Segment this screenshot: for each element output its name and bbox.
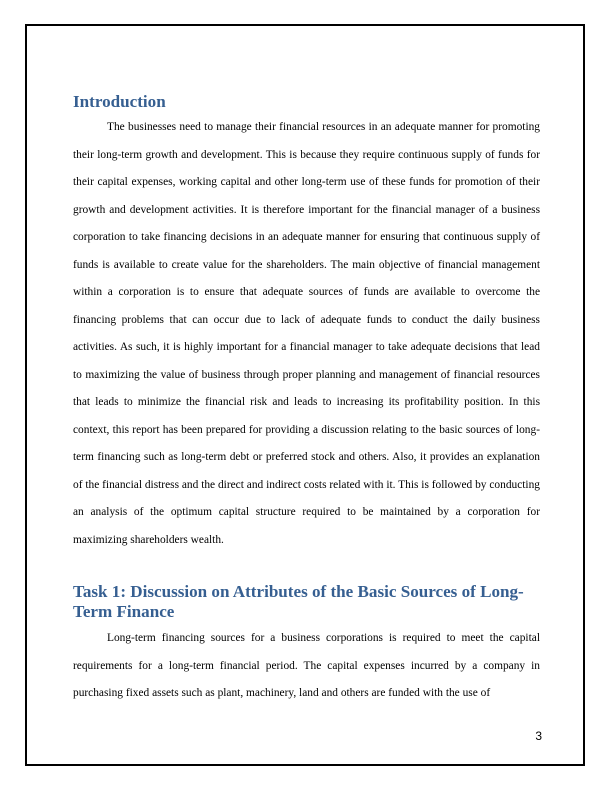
task-1-paragraph: Long-term financing sources for a business corporations is required to meet the capital requirements for a long-term financial period. The capital expenses incurred by a company in purchasing fixed assets such as plant, machinery, land and others are funded with the use of xyxy=(73,632,540,699)
introduction-paragraph: The businesses need to manage their financial resources in an adequate manner for promoting their long-term growth and development. This is because they require continuous supply of funds for their capital expenses, working capital and other long-term use of these funds for promotion of their growth and development activities. It is therefore important for the financial manager of a business corporation to take financing decisions in an adequate manner for ensuring that continuous supply of funds is available to create value for the shareholders. The main objective of financial management within a corporation is to ensure that adequate sources of funds are available to overcome the financing problems that can occur due to lack of adequate funds to conduct the daily business activities. As such, it is highly important for a financial manager to take adequate decisions that lead to maximizing the value of business through proper planning and management of financial resources that leads to minimize the financial risk and leads to increasing its profitability position. In this context, this report has been prepared for providing a discussion relating to the basic sources of long-term financing such as long-term debt or preferred stock and others. Also, it provides an explanation of the financial distress and the direct and indirect costs related with it. This is followed by conducting an analysis of the optimum capital structure required to be maintained by a corporation for maximizing shareholders wealth. xyxy=(73,121,540,546)
section-heading-introduction: Introduction xyxy=(73,92,166,111)
document-body xyxy=(73,92,540,708)
section-heading-task-1: Task 1: Discussion on Attributes of the Basic Sources of Long-Term Finance xyxy=(73,582,524,621)
page-number: 3 xyxy=(535,729,542,743)
